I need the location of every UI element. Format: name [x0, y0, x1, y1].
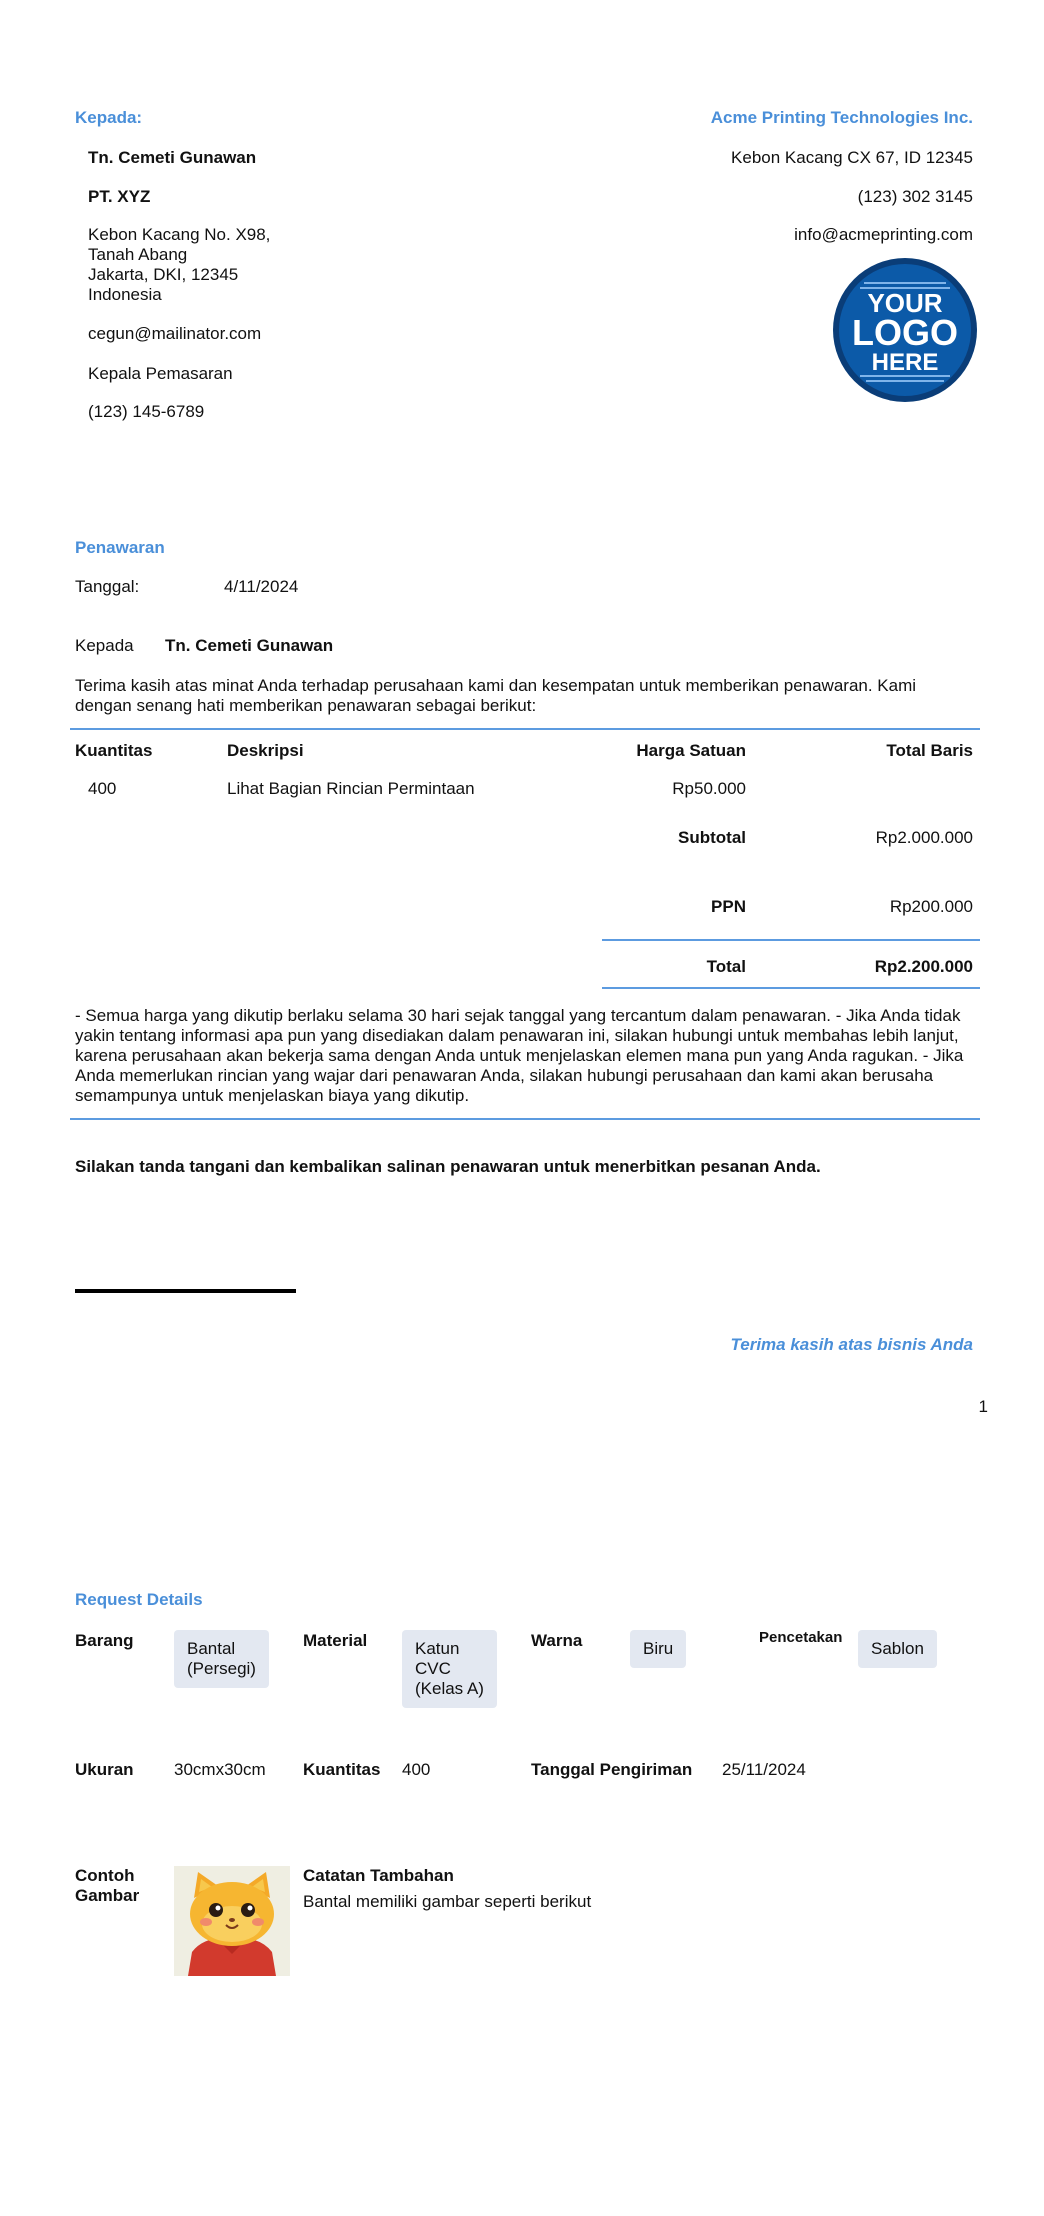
terms-bottom-rule	[70, 1118, 980, 1120]
subtotal-value: Rp2.000.000	[875, 828, 973, 847]
subtotal-label: Subtotal	[678, 828, 746, 847]
request-heading: Request Details	[75, 1590, 203, 1609]
notes-value: Bantal memiliki gambar seperti berikut	[303, 1892, 592, 1911]
signature-line	[75, 1289, 296, 1293]
material-value: Katun CVC (Kelas A)	[402, 1630, 497, 1708]
recipient-company: PT. XYZ	[88, 187, 151, 206]
total-value: Rp2.200.000	[874, 957, 973, 976]
company-name: Acme Printing Technologies Inc.	[710, 108, 973, 127]
col-header-qty: Kuantitas	[75, 741, 153, 760]
item-label: Barang	[75, 1631, 134, 1650]
recipient-email[interactable]: cegun@mailinator.com	[88, 324, 262, 343]
thanks-note: Terima kasih atas bisnis Anda	[730, 1335, 973, 1354]
row-qty: 400	[88, 779, 117, 798]
date-label: Tanggal:	[75, 577, 140, 596]
sample-image	[174, 1866, 290, 1976]
tax-value: Rp200.000	[889, 897, 973, 916]
notes-label: Catatan Tambahan	[303, 1866, 454, 1885]
svg-text:HERE: HERE	[871, 349, 939, 376]
color-label: Warna	[531, 1631, 583, 1650]
qty-value: 400	[402, 1760, 431, 1779]
svg-text:YOUR: YOUR	[867, 288, 943, 318]
col-header-unit-price: Harga Satuan	[636, 741, 746, 760]
table-top-rule	[70, 728, 980, 730]
recipient-name: Tn. Cemeti Gunawan	[88, 148, 257, 167]
size-label: Ukuran	[75, 1760, 134, 1779]
svg-text:LOGO: LOGO	[852, 312, 958, 353]
col-header-total: Total Baris	[886, 741, 973, 760]
company-logo	[832, 257, 978, 403]
quote-to-label: Kepada	[75, 636, 134, 655]
row-unit-price: Rp50.000	[672, 779, 746, 798]
total-bottom-rule	[602, 987, 980, 989]
date-value: 4/11/2024	[224, 577, 299, 596]
total-top-rule	[602, 939, 980, 941]
recipient-address: Kebon Kacang No. X98, Tanah Abang Jakarta, DKI, 12345 Indonesia	[88, 225, 271, 304]
size-value: 30cmx30cm	[174, 1760, 266, 1779]
ship-date-label: Tanggal Pengiriman	[531, 1760, 693, 1779]
qty-label: Kuantitas	[303, 1760, 381, 1779]
sign-instruction: Silakan tanda tangani dan kembalikan salinan penawaran untuk menerbitkan pesanan Anda.	[75, 1157, 821, 1176]
ship-date-value: 25/11/2024	[722, 1760, 806, 1779]
recipient-title: Kepala Pemasaran	[88, 364, 233, 383]
terms-paragraph: - Semua harga yang dikutip berlaku selama 30 hari sejak tanggal yang tercantum dalam penawaran. - Jika Anda tidak yakin tentang informasi apa pun yang disediakan dalam penawaran ini, silakan hubungi untuk membahas lebih lanjut, karena perusahaan akan bekerja sama dengan Anda untuk menjelaskan elemen mana pun yang Anda ragukan. - Jika Anda memerlukan rincian yang wajar dari penawaran Anda, silakan hubungi perusahaan dan kami akan berusaha semampunya untuk menjelaskan biaya yang dikutip.	[75, 1006, 964, 1105]
quote-to-name: Tn. Cemeti Gunawan	[165, 636, 334, 655]
company-address: Kebon Kacang CX 67, ID 12345	[731, 148, 973, 167]
printing-value: Sablon	[858, 1630, 937, 1668]
company-phone: (123) 302 3145	[857, 187, 973, 206]
sample-image-label: Contoh Gambar	[75, 1866, 140, 1905]
page-number: 1	[978, 1397, 988, 1416]
printing-label: Pencetakan	[759, 1629, 843, 1646]
row-desc: Lihat Bagian Rincian Permintaan	[227, 779, 475, 798]
item-value: Bantal (Persegi)	[174, 1630, 269, 1688]
tax-label: PPN	[711, 897, 746, 916]
color-value: Biru	[630, 1630, 686, 1668]
company-email[interactable]: info@acmeprinting.com	[794, 225, 973, 244]
col-header-desc: Deskripsi	[227, 741, 304, 760]
material-label: Material	[303, 1631, 368, 1650]
quote-heading: Penawaran	[75, 538, 165, 557]
intro-paragraph: Terima kasih atas minat Anda terhadap perusahaan kami dan kesempatan untuk memberikan penawaran. Kami dengan senang hati memberikan penawaran sebagai berikut:	[75, 676, 917, 715]
to-heading: Kepada:	[75, 108, 143, 127]
total-label: Total	[706, 957, 746, 976]
recipient-phone: (123) 145-6789	[88, 402, 205, 421]
